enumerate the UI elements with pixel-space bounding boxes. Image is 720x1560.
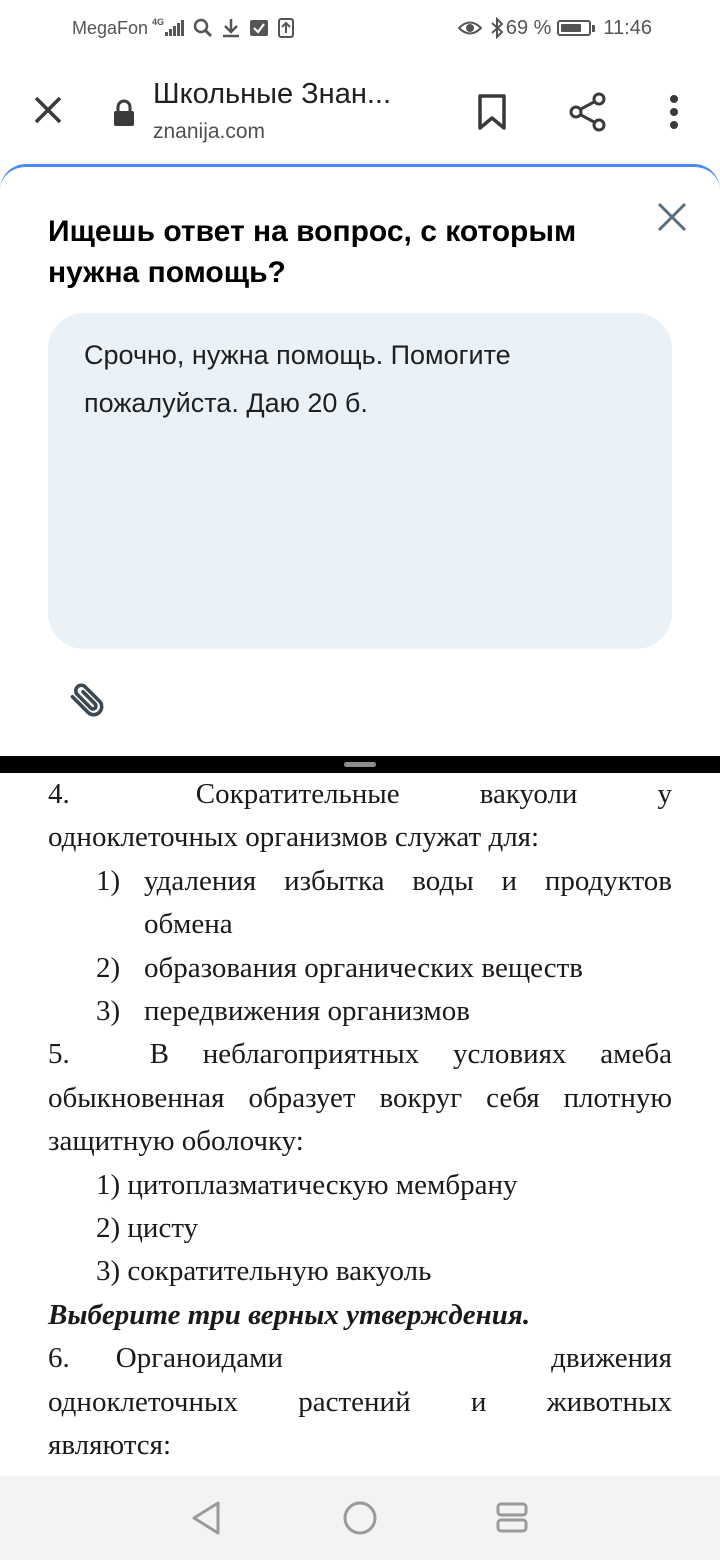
- q5-line-3: защитную оболочку:: [48, 1125, 304, 1158]
- home-icon: [342, 1500, 378, 1536]
- page-title[interactable]: Школьные Знан...: [153, 78, 392, 110]
- carrier-name: MegaFon: [72, 17, 149, 38]
- bluetooth-icon: [490, 17, 504, 39]
- share-button[interactable]: [562, 86, 614, 138]
- question-input[interactable]: Срочно, нужна помощь. Помогите пожалуйста. Даю 20 б.: [48, 313, 672, 649]
- page-url[interactable]: znanija.com: [153, 120, 266, 143]
- more-vert-icon: [669, 94, 679, 130]
- q5-option-2: 2) цисту: [96, 1212, 199, 1244]
- q4-option-1-line-2: обмена: [144, 908, 233, 941]
- battery-icon: [557, 20, 595, 36]
- q4-line-1: 4. Сократительные вакуоли у: [48, 778, 672, 810]
- nav-back-button[interactable]: [186, 1498, 226, 1538]
- recent-apps-icon: [495, 1501, 529, 1535]
- q4-option-2: образования органических веществ: [144, 951, 583, 984]
- q6-line-2: одноклеточных растений и животных: [48, 1385, 672, 1418]
- share-icon: [568, 92, 608, 132]
- status-bar: [0, 0, 720, 56]
- drag-handle[interactable]: [344, 762, 376, 767]
- signal-icon: [165, 20, 185, 36]
- q5-line-1: 5. В неблагоприятных условиях амеба: [48, 1038, 672, 1071]
- ask-question-sheet: [0, 164, 720, 759]
- status-left: [72, 14, 303, 42]
- q4-option-2-num: 2): [96, 951, 121, 984]
- lock-icon[interactable]: [110, 96, 138, 130]
- sheet-heading: Ищешь ответ на вопрос, с которым нужна помощь?: [48, 215, 577, 289]
- close-tab-button[interactable]: [24, 84, 72, 136]
- saved-icon: [249, 18, 269, 38]
- back-icon: [190, 1500, 222, 1536]
- eye-icon: [458, 19, 482, 37]
- download-icon: [221, 18, 241, 38]
- q4-option-1-line-1: удаления избытка воды и продуктов: [144, 864, 672, 897]
- upload-icon: [277, 18, 295, 38]
- bookmark-button[interactable]: [466, 86, 518, 138]
- document-content: [0, 773, 720, 1476]
- nav-home-button[interactable]: [340, 1498, 380, 1538]
- q4-option-3-num: 3): [96, 995, 121, 1027]
- q4-option-3: передвижения организмов: [144, 995, 470, 1027]
- nav-recent-button[interactable]: [492, 1498, 532, 1538]
- more-options-button[interactable]: [650, 86, 698, 138]
- q5-line-2: обыкновенная образует вокруг себя плотную: [48, 1081, 672, 1114]
- instruction: Выберите три верных утверждения.: [48, 1298, 531, 1331]
- status-right: [458, 14, 652, 42]
- clock: 11:46: [603, 16, 652, 39]
- browser-toolbar: [0, 56, 720, 164]
- q4-option-1-num: 1): [96, 864, 121, 897]
- system-nav-bar: [0, 1476, 720, 1560]
- attach-button[interactable]: [62, 675, 114, 727]
- close-icon: [33, 95, 63, 125]
- paperclip-icon: [64, 677, 112, 725]
- search-notification-icon: [193, 18, 213, 38]
- q6-line-3: являются:: [48, 1429, 172, 1461]
- q4-line-2: одноклеточных организмов служат для:: [48, 821, 540, 854]
- q6-line-1: 6. Органоидами движения: [48, 1342, 672, 1375]
- bookmark-icon: [477, 93, 507, 131]
- network-type: 4G: [152, 16, 165, 27]
- battery-percent: 69 %: [505, 16, 552, 39]
- q5-option-1: 1) цитоплазматическую мембрану: [96, 1168, 518, 1201]
- q5-option-3: 3) сократительную вакуоль: [96, 1255, 432, 1288]
